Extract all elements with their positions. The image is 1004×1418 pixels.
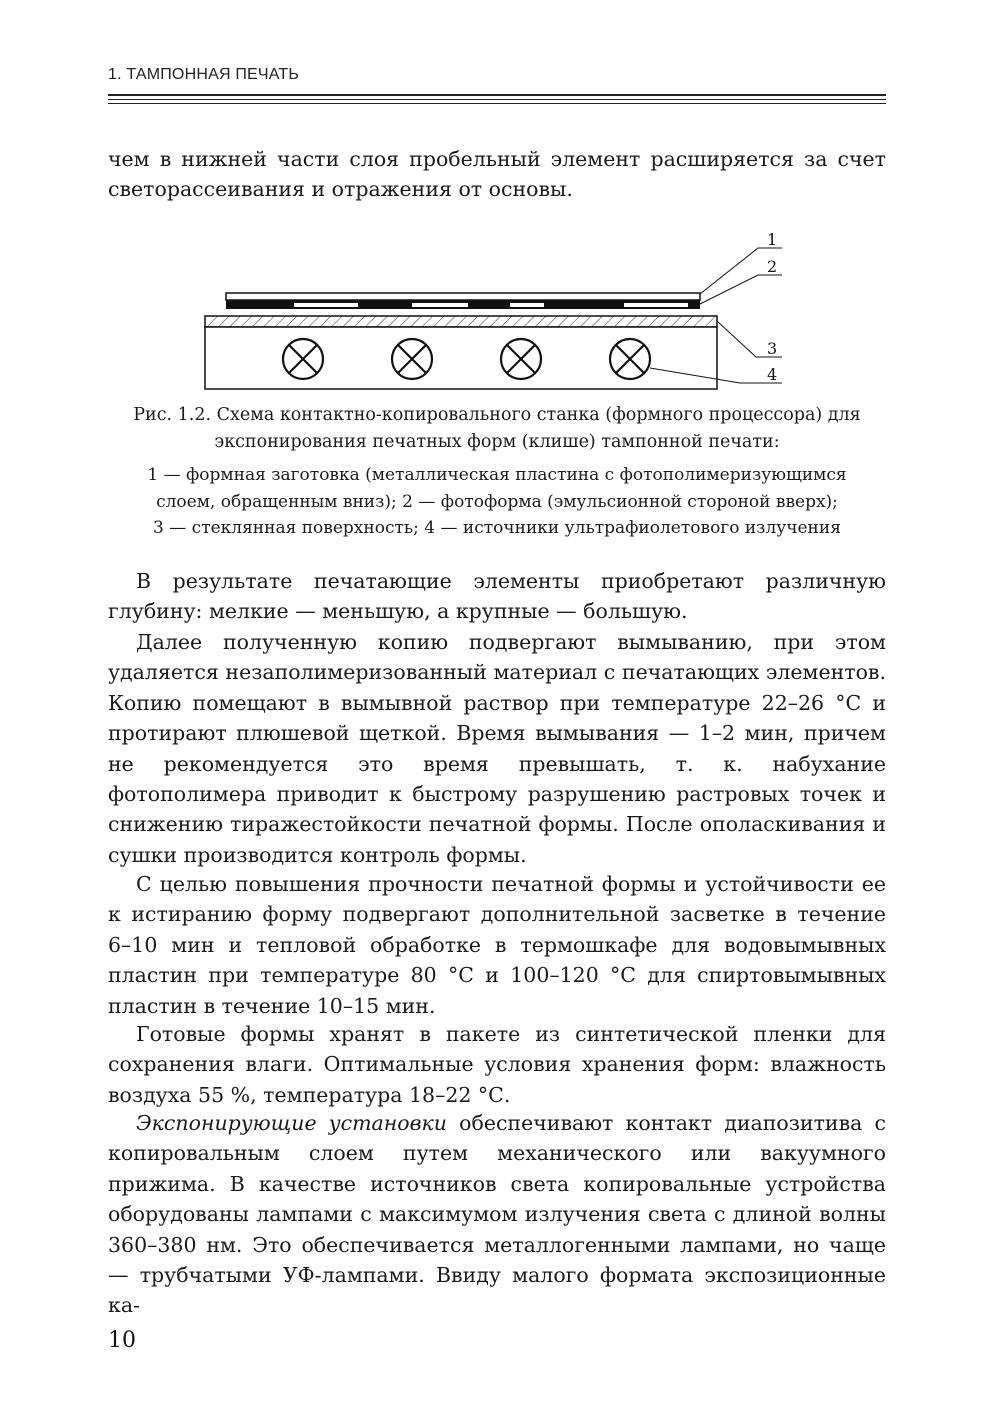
form-blank-plate [226, 293, 700, 300]
emphasis-term: Экспонирующие установки [136, 1111, 447, 1135]
figure-legend-line: 1 — формная заготовка (металлическая пластина с фотополимеризующимся [147, 465, 847, 485]
contact-copying-machine-diagram [0, 228, 1004, 398]
callout-3: 3 [767, 339, 778, 358]
figure-legend-line: 3 — стеклянная поверхность; 4 — источники ультрафиолетового излучения [153, 518, 841, 538]
figure-legend-line: слоем, обращенным вниз); 2 — фотоформа (эмульсионной стороной вверх); [156, 491, 838, 512]
leader-line-2 [700, 275, 782, 304]
body-paragraph-5 [108, 1108, 886, 1321]
callout-4: 4 [767, 365, 778, 384]
intro-paragraph: чем в нижней части слоя пробельный элемент расширяется за счет светорассеивания и отражения от основы. [108, 147, 886, 202]
body-paragraph-1: В результате печатающие элементы приобретают различную глубину: мелкие — меньшую, а крупные — большую. [108, 569, 886, 624]
running-head: 1. ТАМПОННАЯ ПЕЧАТЬ [108, 66, 300, 83]
figure-caption-title: Рис. 1.2. Схема контактно-копировального станка (формного процессора) для экспонирования печатных форм (клише) тампонной печати: [133, 405, 861, 452]
body-paragraph-5-text: обеспечивают контакт диапозитива с копировальным слоем путем механического или вакуумного прижима. В качестве источников света копировальные устройства оборудованы лампами с максимумом излучения света с длиной волны 360–380 нм. Это обеспечивается металлогенными лампами, но чаще — трубчатыми УФ-лампами. Ввиду малого формата экспозиционные ка- [108, 1111, 886, 1318]
callout-1: 1 [767, 230, 778, 249]
glass-surface [205, 316, 717, 327]
body-paragraph-2: Далее полученную копию подвергают вымыванию, при этом удаляется незаполимеризованный материал с печатающих элементов. Копию помещают в вымывной раствор при температуре 22–26 °С и протирают плюшевой щеткой. Время вымывания — 1–2 мин, причем не рекомендуется это время превышать, т. к. набухание фотополимера приводит к быстрому разрушению растровых точек и снижению тиражестойкости печатной формы. После ополаскивания и сушки производится контроль формы. [108, 630, 886, 867]
header-rule-thick [108, 94, 886, 96]
machine-housing [205, 327, 717, 389]
figure-legend [108, 462, 886, 542]
header-rule-thin [108, 99, 886, 100]
callout-2: 2 [767, 257, 778, 276]
page-number: 10 [108, 1328, 136, 1353]
body-paragraph-4: Готовые формы хранят в пакете из синтетической пленки для сохранения влаги. Оптимальные условия хранения форм: влажность воздуха 55 %, температура 18–22 °С. [108, 1022, 886, 1107]
header-rule-thin [108, 103, 886, 104]
body-paragraph-3: С целью повышения прочности печатной формы и устойчивости ее к истиранию форму подвергают дополнительной засветке в течение 6–10 мин и тепловой обработке в термошкафе для водовымывных пластин при температуре 80 °С и 100–120 °С для спиртовымывных пластин в течение 10–15 мин. [108, 872, 886, 1018]
